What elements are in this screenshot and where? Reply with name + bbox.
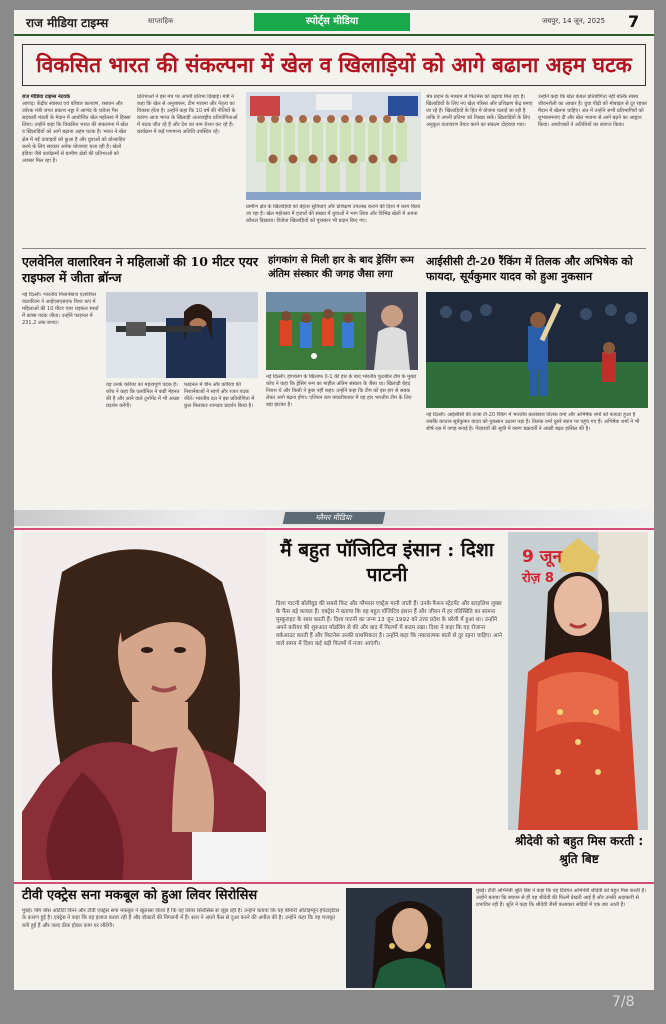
main-story-column-5: उन्होंने कहा कि खेल केवल प्रतियोगिता नहीं बल्कि स्वस्थ जीवनशैली का आधार है। युवा पीढ़ी को मोबाइल से दूर रहकर मैदान में खेलना चाहिए। अंत में उन्होंने सभी प्रतिभागियों को शुभकामनाएं दीं और खेल भावना से आगे बढ़ने का आह्वान किया। आयोजकों ने अतिथियों का स्वागत किया। [538, 94, 648, 129]
shooter-illustration [106, 292, 258, 378]
shooting-story-column-3: फाइनल में चीन और कोरिया की निशानेबाजों ने स्वर्ण और रजत पदक जीते। भारतीय दल ने इस प्रतियोगिता में कुल मिलाकर शानदार प्रदर्शन किया है। [184, 382, 255, 410]
main-story-column-2: प्रतिभाओं ने इस मंच पर अपनी प्रतिभा दिखाई। मंत्री ने कहा कि खेल से अनुशासन, टीम भावना और नेतृत्व का विकास होता है। उन्होंने कहा कि 10 वर्ष की नीतियों के कारण आज भारत के खिलाड़ी अंतरराष्ट्रीय प्रतियोगिताओं में पदक जीत रहे हैं और देश का नाम रोशन कर रहे हैं। कार्यक्रम में कई गणमान्य अतिथि उपस्थित रहे। [137, 94, 238, 136]
sridevi-headline: श्रीदेवी को बहुत मिस करती : श्रुति बिष्ट [514, 834, 644, 866]
main-story-column-4: श्रेत्र प्रदान के माध्यम से फिटनेस को बढ़ावा मिल रहा है। खिलाड़ियों के लिए नए खेल परिसर और प्रशिक्षण केंद्र बनाए जा रहे हैं। खिलाड़ियों के हित में योजना चलाई जा रही है ताकि वे अपनी प्रतिभा को निखार सकें। खिलाड़ियों के लिए अनुकूल वातावरण तैयार करने का संकल्प दोहराया गया। [426, 94, 533, 129]
group-photo-illustration [246, 92, 421, 200]
sana-portrait-illustration [346, 888, 472, 988]
edition-label: साप्ताहिक [148, 17, 174, 25]
main-story-column-1 [22, 94, 132, 230]
hockey-story-text: नई दिल्ली। हांगकांग के खिलाफ 0-1 की हार के बाद भारतीय फुटबॉल टीम के मुख्य कोच ने कहा कि ड्रेसिंग रूम का माहौल अंतिम संस्कार के जैसा था। खिलाड़ी बेहद निराश थे और किसी ने कुछ नहीं कहा। उन्होंने कहा कि टीम को इस हार से सबक लेकर आगे बढ़ना होगा। एशियन कप क्वालीफायर में यह हार भारतीय टीम के लिए बड़ा झटका है। [266, 374, 416, 409]
sana-story-text: मुंबई। बिग बॉस ओटीटी विनर और टीवी एक्ट्रेस सना मकबूल ने खुलासा किया है कि वह लिवर सिरोसिस से जूझ रही हैं। उन्होंने बताया कि यह बीमारी ऑटोइम्यून हेपेटाइटिस के कारण हुई है। एक्ट्रेस ने कहा कि वह इलाज करवा रही हैं और डॉक्टरों की निगरानी में हैं। सना ने अपने फैंस से दुआ करने की अपील की है। उन्होंने कहा कि वह मजबूत बनी हुई हैं और जल्द ठीक होकर काम पर लौटेंगी। [22, 908, 340, 929]
shooting-headline: एलवेनिल वालारिवन ने महिलाओं की 10 मीटर एयर राइफल में जीता ब्रॉन्ज [22, 254, 258, 285]
page-indicator: 7/8 [612, 994, 635, 1010]
shooting-story-column-2: यह उनके करियर का महत्वपूर्ण पदक है। कोच ने कहा कि एलवेनिल ने कड़ी मेहनत की है और आने वाले टूर्नामेंट में भी अच्छा प्रदर्शन करेंगी। [106, 382, 180, 410]
shruti-bisht-photo [508, 532, 648, 830]
disha-headline: मैं बहुत पॉजिटिव इंसान : दिशा पाटनी [280, 539, 494, 586]
disha-patani-photo [22, 532, 266, 880]
main-story-text: आणंद। केंद्रीय स्वास्थ्य एवं परिवार कल्याण, रसायन और उर्वरक मंत्री जगत प्रकाश नड्डा ने आणंद के चरोतर गैस सहकारी मंडली के मेदान में आयोजित खेल महोत्सव में हिस्सा लिया। उन्होंने कहा कि विकसित भारत की संकल्पना में खेल व खिलाड़ियों को आगे बढ़ाना अहम घटक है। भारत ने खेल क्षेत्र में नई ऊंचाइयों को छुआ है और युवाओं को प्रोत्साहित करने के लिए सरकार अनेक योजनाएं चला रही है। खेलो इंडिया जैसे कार्यक्रमों से ग्रामीण क्षेत्रों की प्रतिभाओं को अवसर मिल रहा है। [22, 101, 131, 164]
sridevi-story-text: मुंबई। टीवी अभिनेत्री श्रुति बिष्ट ने कहा कि वह दिवंगत अभिनेत्री श्रीदेवी को बहुत मिस करती हैं। उन्होंने बताया कि बचपन से ही वह श्रीदेवी की फिल्में देखती आई हैं और उनकी अदाकारी से प्रभावित रही हैं। श्रुति ने कहा कि श्रीदेवी जैसी कलाकार सदियों में एक बार आती हैं। [476, 888, 647, 909]
cricket-headline: आईसीसी टी-20 रैंकिंग में तिलक और अभिषेक को फायदा, सूर्यकुमार यादव को हुआ नुकसान [426, 255, 633, 283]
pink-divider [14, 528, 654, 530]
sana-headline: टीवी एक्ट्रेस सना मकबूल को हुआ लिवर सिरोसिस [22, 888, 258, 903]
disha-story-text: दिशा पाटनी बॉलीवुड की सबसे फिट और ग्लैमरस एक्ट्रेस मानी जाती हैं। उनके फैशन स्टेटमेंट और स्टाइलिश लुक्स के फैंस बड़े कायल हैं। एक्ट्रेस ने बताया कि वह बहुत पॉजिटिव इंसान हैं और जीवन में हर परिस्थिति का सामना मुस्कुराहट के साथ करती हैं। दिशा पाटनी का जन्म 13 जून 1992 को उत्तर प्रदेश के बरेली में हुआ था। उन्होंने अपने करियर की शुरुआत मॉडलिंग से की और बाद में फिल्मों में कदम रखा। दिशा ने कहा कि वह रोजाना वर्कआउट करती हैं और फिटनेस उनकी प्राथमिकता है। उन्होंने कहा कि नकारात्मक बातों से दूर रहना चाहिए। आने वाले समय में दिशा कई बड़ी फिल्मों में नजर आएंगी। [276, 601, 502, 647]
paper-name: राज मीडिया टाइम्स [26, 16, 109, 30]
shooter-photo [106, 292, 258, 378]
main-headline: विकसित भारत की संकल्पना में खेल व खिलाड़ियों को आगे बढाना अहम घटक [22, 44, 646, 86]
page-number: 7 [628, 12, 640, 31]
cricket-photo [426, 292, 648, 408]
hockey-headline: हांगकांग से मिली हार के बाद ड्रेसिंग रूम अंतिम संस्कार की जगह जैसा लगा [268, 255, 414, 280]
newspaper-page [14, 10, 654, 990]
football-illustration [266, 292, 418, 370]
glamour-section-tab: ग्लैमर मीडिया [283, 512, 386, 524]
sana-makbool-photo [346, 888, 472, 988]
pink-divider-lower [14, 882, 654, 884]
poster-date: 9 जून [522, 547, 562, 567]
poster-tag: रोज़ 8 [522, 571, 554, 586]
section-tab: स्पोर्ट्स मीडिया [254, 13, 410, 31]
shooting-story-column-1: नई दिल्ली। भारतीय निशानेबाज एलवेनिल वालारिवन ने आईएसएसएफ विश्व कप में महिलाओं की 10 मीटर एयर राइफल स्पर्धा में कांस्य पदक जीता। उन्होंने फाइनल में 231.2 अंक बनाए। [22, 292, 99, 327]
cricket-story-text: नई दिल्ली। आईसीसी की ताजा टी-20 रैंकिंग में भारतीय बल्लेबाज तिलक वर्मा और अभिषेक शर्मा को फायदा हुआ है जबकि कप्तान सूर्यकुमार यादव को नुकसान उठाना पड़ा है। तिलक वर्मा दूसरे स्थान पर पहुंच गए हैं। अभिषेक शर्मा ने भी शीर्ष दस में जगह बनाई है। गेंदबाजों की सूची में वरुण चक्रवर्ती ने अच्छी बढ़त हासिल की है। [426, 412, 640, 433]
section-divider [22, 248, 646, 249]
sports-group-photo [246, 92, 421, 200]
main-story-column-3: ग्रामीण क्षेत्र के खिलाड़ियों को बेहतर सुविधाएं और प्रशिक्षण उपलब्ध कराने की दिशा में काम किया जा रहा है। खेल महोत्सव में हजारों की संख्या में युवाओं ने भाग लिया और विभिन्न खेलों में अपना कौशल दिखाया। विजेता खिलाड़ियों को पुरस्कार भी प्रदान किए गए। [246, 204, 421, 225]
byline: राज मीडिया टाइम्स नेटवर्क [22, 94, 70, 100]
actress-portrait-illustration [22, 532, 266, 880]
cricket-illustration [426, 292, 648, 408]
issue-date: जयपुर, 14 जून, 2025 [542, 17, 606, 25]
football-photo [266, 292, 418, 370]
masthead-bar [14, 10, 654, 36]
